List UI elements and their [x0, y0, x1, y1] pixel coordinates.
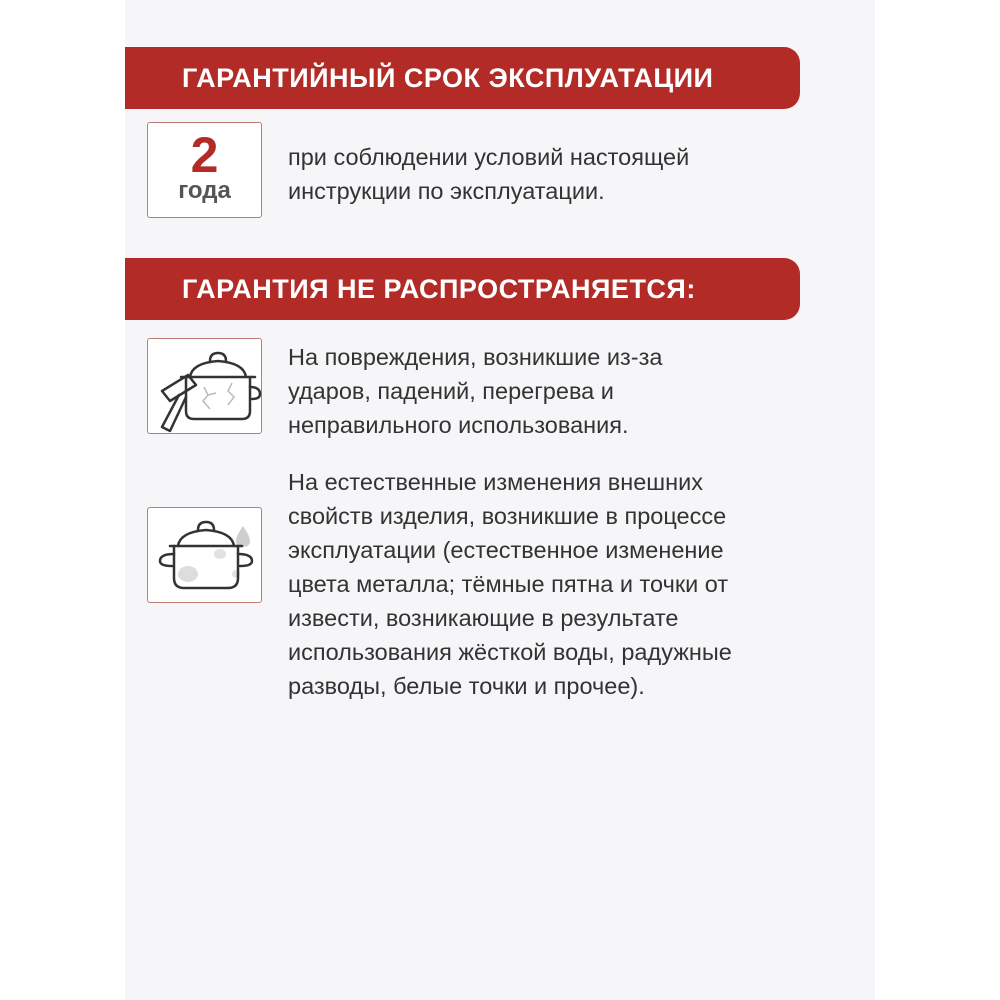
damage-exclusion-text: На повреждения, возникшие из-за ударов, падений, перегрева и неправильного использования.: [288, 344, 663, 438]
natural-changes-exclusion-text: На естественные изменения внешних свойств изделия, возникшие в процессе эксплуатации (естественное изменение цвета металла; тёмные пятна и точки от извести, возникающие в результате использования жёсткой воды, радужные разводы, белые точки и прочее).: [288, 469, 732, 699]
stained-pot-icon: [148, 508, 263, 604]
exclusions-title: ГАРАНТИЯ НЕ РАСПРОСТРАНЯЕТСЯ:: [182, 274, 696, 304]
damage-icon-box: [147, 338, 262, 434]
warranty-condition-text: при соблюдении условий настоящей инструкции по эксплуатации.: [288, 144, 690, 204]
warranty-years-unit: года: [178, 177, 231, 204]
hammer-pot-icon: [148, 339, 263, 435]
natural-changes-icon-box: [147, 507, 262, 603]
exclusions-banner: [125, 258, 800, 320]
warranty-years-box: [147, 122, 262, 218]
warranty-period-banner: [125, 47, 800, 109]
warranty-period-title: ГАРАНТИЙНЫЙ СРОК ЭКСПЛУАТАЦИИ: [182, 63, 714, 93]
warranty-years-number: 2: [190, 127, 219, 183]
